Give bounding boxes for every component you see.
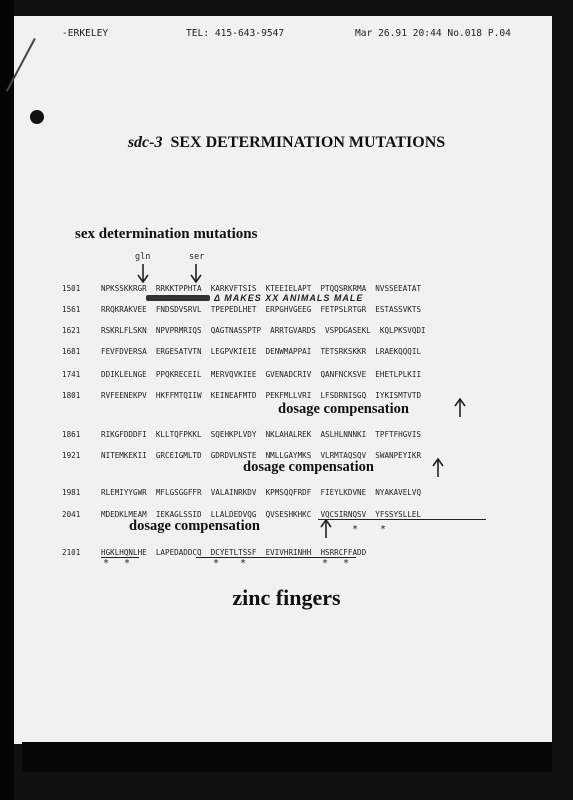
fax-page [14,16,552,744]
zinc-fingers-label: zinc fingers [232,585,341,610]
down-arrow-icon [137,264,149,284]
fax-telephone: TEL: 415-643-9547 [186,28,285,39]
zinc-finger-underline [196,557,356,558]
residue-number: 1981 [62,488,81,497]
fax-origin: -ERKELEY [62,28,109,39]
annotation-dosage-compensation: dosage compensation [129,518,260,534]
up-arrow-icon [454,397,466,417]
residue-number: 1681 [62,347,81,356]
sequence-text: RIKGFDDDFI KLLTQFPKKL SQEHKPLVDY NKLAHALREK ASLHLNNNKI TPFTFHGVIS [101,430,422,439]
section-heading: sex determination mutations [75,226,258,242]
residue-number: 1921 [62,451,81,460]
sequence-text: HGKLHQNLHE LAPEDADDCQ DCYETLTSSF EVIVHRINHH HSRRCFFADD [101,548,367,557]
zinc-residue-star: * [240,558,247,569]
annotation-dosage-compensation: dosage compensation [278,401,409,417]
sequence-text: MDEDKLMEAM IEKAGLSSID LLALDEDVQG QVSESHKHKC VQCSIRNQSV YFSSYSLLEL [101,510,422,519]
sequence-text: FEVFDVERSA ERGESATVTN LEGPVKIEIE DENWMAPPAI TETSRKSKKR LRAEKQQQIL [101,347,422,356]
zinc-residue-star: * [213,558,220,569]
mutation-label-gln: gln [135,252,151,262]
zinc-residue-star: * [103,558,110,569]
title-text: SEX DETERMINATION MUTATIONS [170,134,446,151]
sequence-text: RSKRLFLSKN NPVPRMRIQS QAGTNASSPTP ARRTGVARDS VSPDGASEKL KQLPKSVQDI [101,326,426,335]
punch-hole [30,110,44,124]
zinc-residue-star: * [343,558,350,569]
sequence-text: RLEMIYYGWR MFLGSGGFFR VALAINRKDV KPMSQQFRDF FIEYLKDVNE NYAKAVELVQ [101,488,422,497]
gene-name: sdc-3 [127,134,163,151]
zinc-finger-underline [318,519,486,520]
residue-number: 1501 [62,284,81,293]
zinc-residue-star: * [124,558,131,569]
zinc-residue-star: * [380,524,387,535]
up-arrow-icon [320,518,332,538]
mutation-label-ser: ser [189,252,205,262]
sequence-text: NPKSSKKRGR RRKKTPPHTA KARKVFTSIS KTEEIELAPT PTQQSRKRMA NVSSEEATAT [101,284,422,293]
sequence-text: RRQKRAKVEE FNDSDVSRVL TPEPEDLHET ERPGHVGEEG FETPSLRTGR ESTASSVKTS [101,305,422,314]
residue-number: 1621 [62,326,81,335]
residue-number: 2041 [62,510,81,519]
sequence-text: DDIKLELNGE PPQKRECEIL MERVQVKIEE GVENADCRIV QANFNCKSVE EHETLPLKII [101,370,422,379]
residue-number: 1561 [62,305,81,314]
up-arrow-icon [432,457,444,477]
residue-number: 1741 [62,370,81,379]
scan-bottom-bar [22,742,552,772]
zinc-residue-star: * [322,558,329,569]
handwritten-note: Δ MAKES XX ANIMALS MALE [214,293,364,303]
sequence-text: RVFEENEKPV HKFFMTQIIW KEINEAFMTD PEKFMLLVRI LFSDRNISGQ IYKISMTVTD [101,391,422,400]
residue-number: 1861 [62,430,81,439]
annotation-dosage-compensation: dosage compensation [243,459,374,475]
deletion-marker [146,295,210,301]
scan-left-edge [0,0,14,800]
down-arrow-icon [190,264,202,284]
residue-number: 1801 [62,391,81,400]
sequence-text: NITEMKEKII GRCEIGMLTD GDRDVLNSTE NMLLGAYMKS VLRMTAQSQV SWANPEYIKR [101,451,422,460]
page-title [0,134,573,152]
fax-datetime: Mar 26.91 20:44 No.018 P.04 [355,28,511,39]
zinc-residue-star: * [352,524,359,535]
residue-number: 2101 [62,548,81,557]
